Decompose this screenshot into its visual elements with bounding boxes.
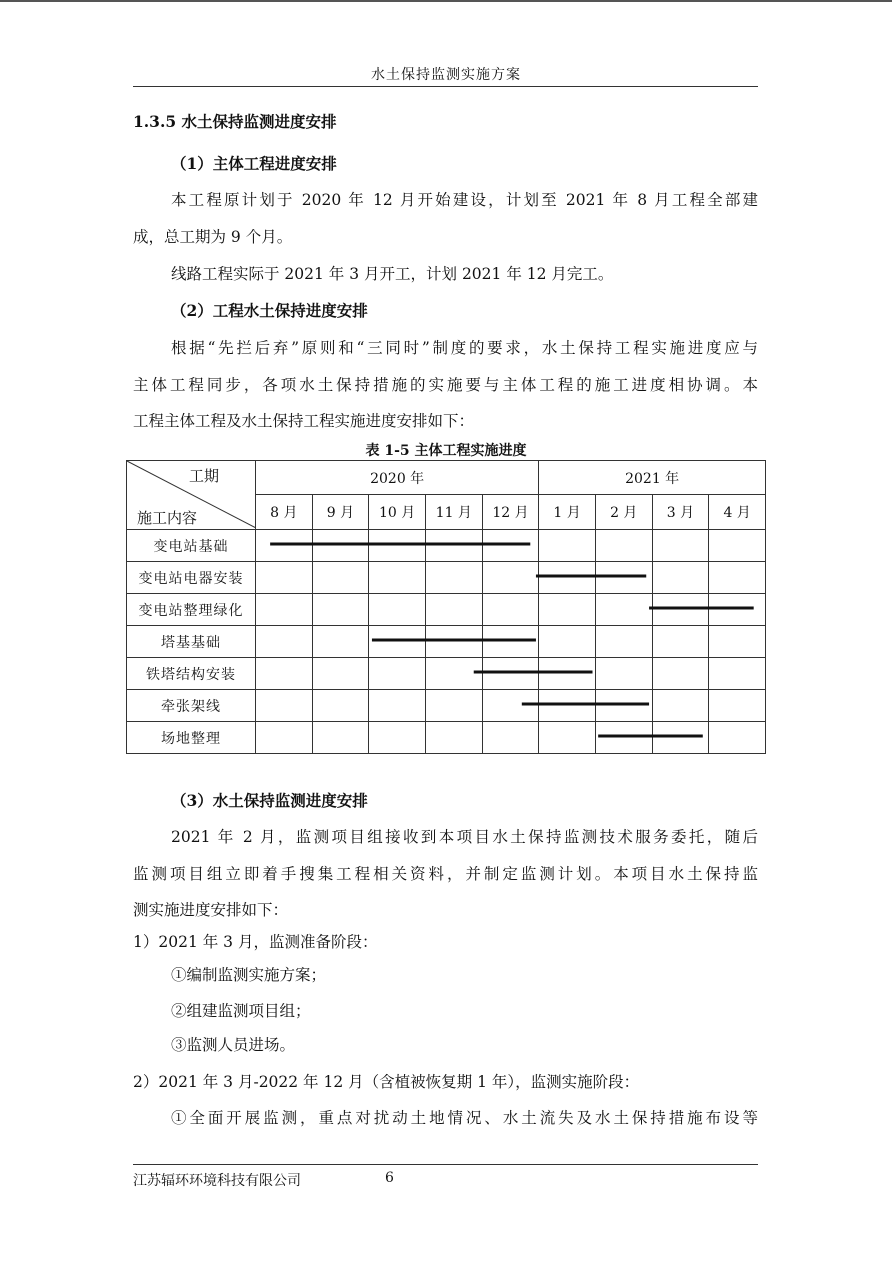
table-row: [127, 722, 766, 754]
subheading-soil-schedule: （2）工程水土保持进度安排: [171, 301, 368, 320]
month-header: 11 月: [425, 495, 482, 530]
list-subitem: ②组建监测项目组；: [171, 1002, 311, 1020]
table-row: [127, 594, 766, 626]
task-label: 铁塔结构安装: [127, 658, 256, 690]
task-label: 塔基基础: [127, 626, 256, 658]
table-row: [127, 562, 766, 594]
month-header: 4 月: [709, 495, 766, 530]
corner-cell: [127, 461, 256, 530]
paragraph-line: 成，总工期为 9 个月。: [133, 228, 293, 246]
paragraph-line: 线路工程实际于 2021 年 3 月开工，计划 2021 年 12 月完工。: [171, 265, 614, 283]
list-item: 1）2021 年 3 月，监测准备阶段：: [133, 933, 378, 951]
table-row: [127, 690, 766, 722]
month-header: 1 月: [539, 495, 596, 530]
paragraph-line: 监测项目组立即着手搜集工程相关资料，并制定监测计划。本项目水土保持监: [133, 865, 758, 883]
footer-company: 江苏辐环环境科技有限公司: [133, 1173, 301, 1189]
subheading-main-schedule: （1）主体工程进度安排: [171, 154, 337, 173]
month-header: 8 月: [256, 495, 313, 530]
table-header-row: [127, 461, 766, 495]
paragraph-line: 根据“先拦后弃”原则和“三同时”制度的要求，水土保持工程实施进度应与: [171, 339, 758, 357]
footer-rule: [133, 1164, 758, 1165]
running-header: 水土保持监测实施方案: [371, 67, 521, 83]
month-header: 9 月: [312, 495, 369, 530]
table-row: [127, 626, 766, 658]
table-row: [127, 530, 766, 562]
month-header: 12 月: [482, 495, 539, 530]
header-rule: [133, 86, 758, 87]
paragraph-line: 本工程原计划于 2020 年 12 月开始建设，计划至 2021 年 8 月工程全部建: [171, 191, 758, 209]
paragraph-line: 测实施进度安排如下：: [133, 901, 289, 919]
list-subitem: ③监测人员进场。: [171, 1036, 296, 1054]
page-number: 6: [385, 1170, 394, 1186]
month-header: 10 月: [369, 495, 426, 530]
task-label: 场地整理: [127, 722, 256, 754]
task-label: 变电站基础: [127, 530, 256, 562]
month-header: 3 月: [652, 495, 709, 530]
paragraph-line: 主体工程同步，各项水土保持措施的实施要与主体工程的施工进度相协调。本: [133, 376, 758, 394]
task-label: 牵张架线: [127, 690, 256, 722]
list-subitem: ①编制监测实施方案；: [171, 966, 327, 984]
year-header-2021: 2021 年: [539, 461, 766, 495]
subheading-monitoring-schedule: （3）水土保持监测进度安排: [171, 791, 368, 810]
month-header: 2 月: [595, 495, 652, 530]
task-label: 变电站整理绿化: [127, 594, 256, 626]
corner-label-period: 工期: [189, 467, 220, 485]
table-caption: 表 1-5 主体工程实施进度: [365, 443, 527, 459]
paragraph-line: 2021 年 2 月，监测项目组接收到本项目水土保持监测技术服务委托，随后: [171, 828, 758, 846]
year-header-2020: 2020 年: [256, 461, 539, 495]
corner-label-task: 施工内容: [137, 509, 198, 527]
section-heading: 1.3.5 水土保持监测进度安排: [133, 112, 337, 131]
paragraph-line: 工程主体工程及水土保持工程实施进度安排如下：: [133, 412, 475, 430]
list-item: 2）2021 年 3 月-2022 年 12 月（含植被恢复期 1 年），监测实施阶段：: [133, 1073, 640, 1091]
task-label: 变电站电器安装: [127, 562, 256, 594]
schedule-table: [126, 460, 766, 754]
page-top-rule: [0, 0, 892, 2]
table-row: [127, 658, 766, 690]
list-subitem: ①全面开展监测，重点对扰动土地情况、水土流失及水土保持措施布设等: [171, 1109, 758, 1127]
